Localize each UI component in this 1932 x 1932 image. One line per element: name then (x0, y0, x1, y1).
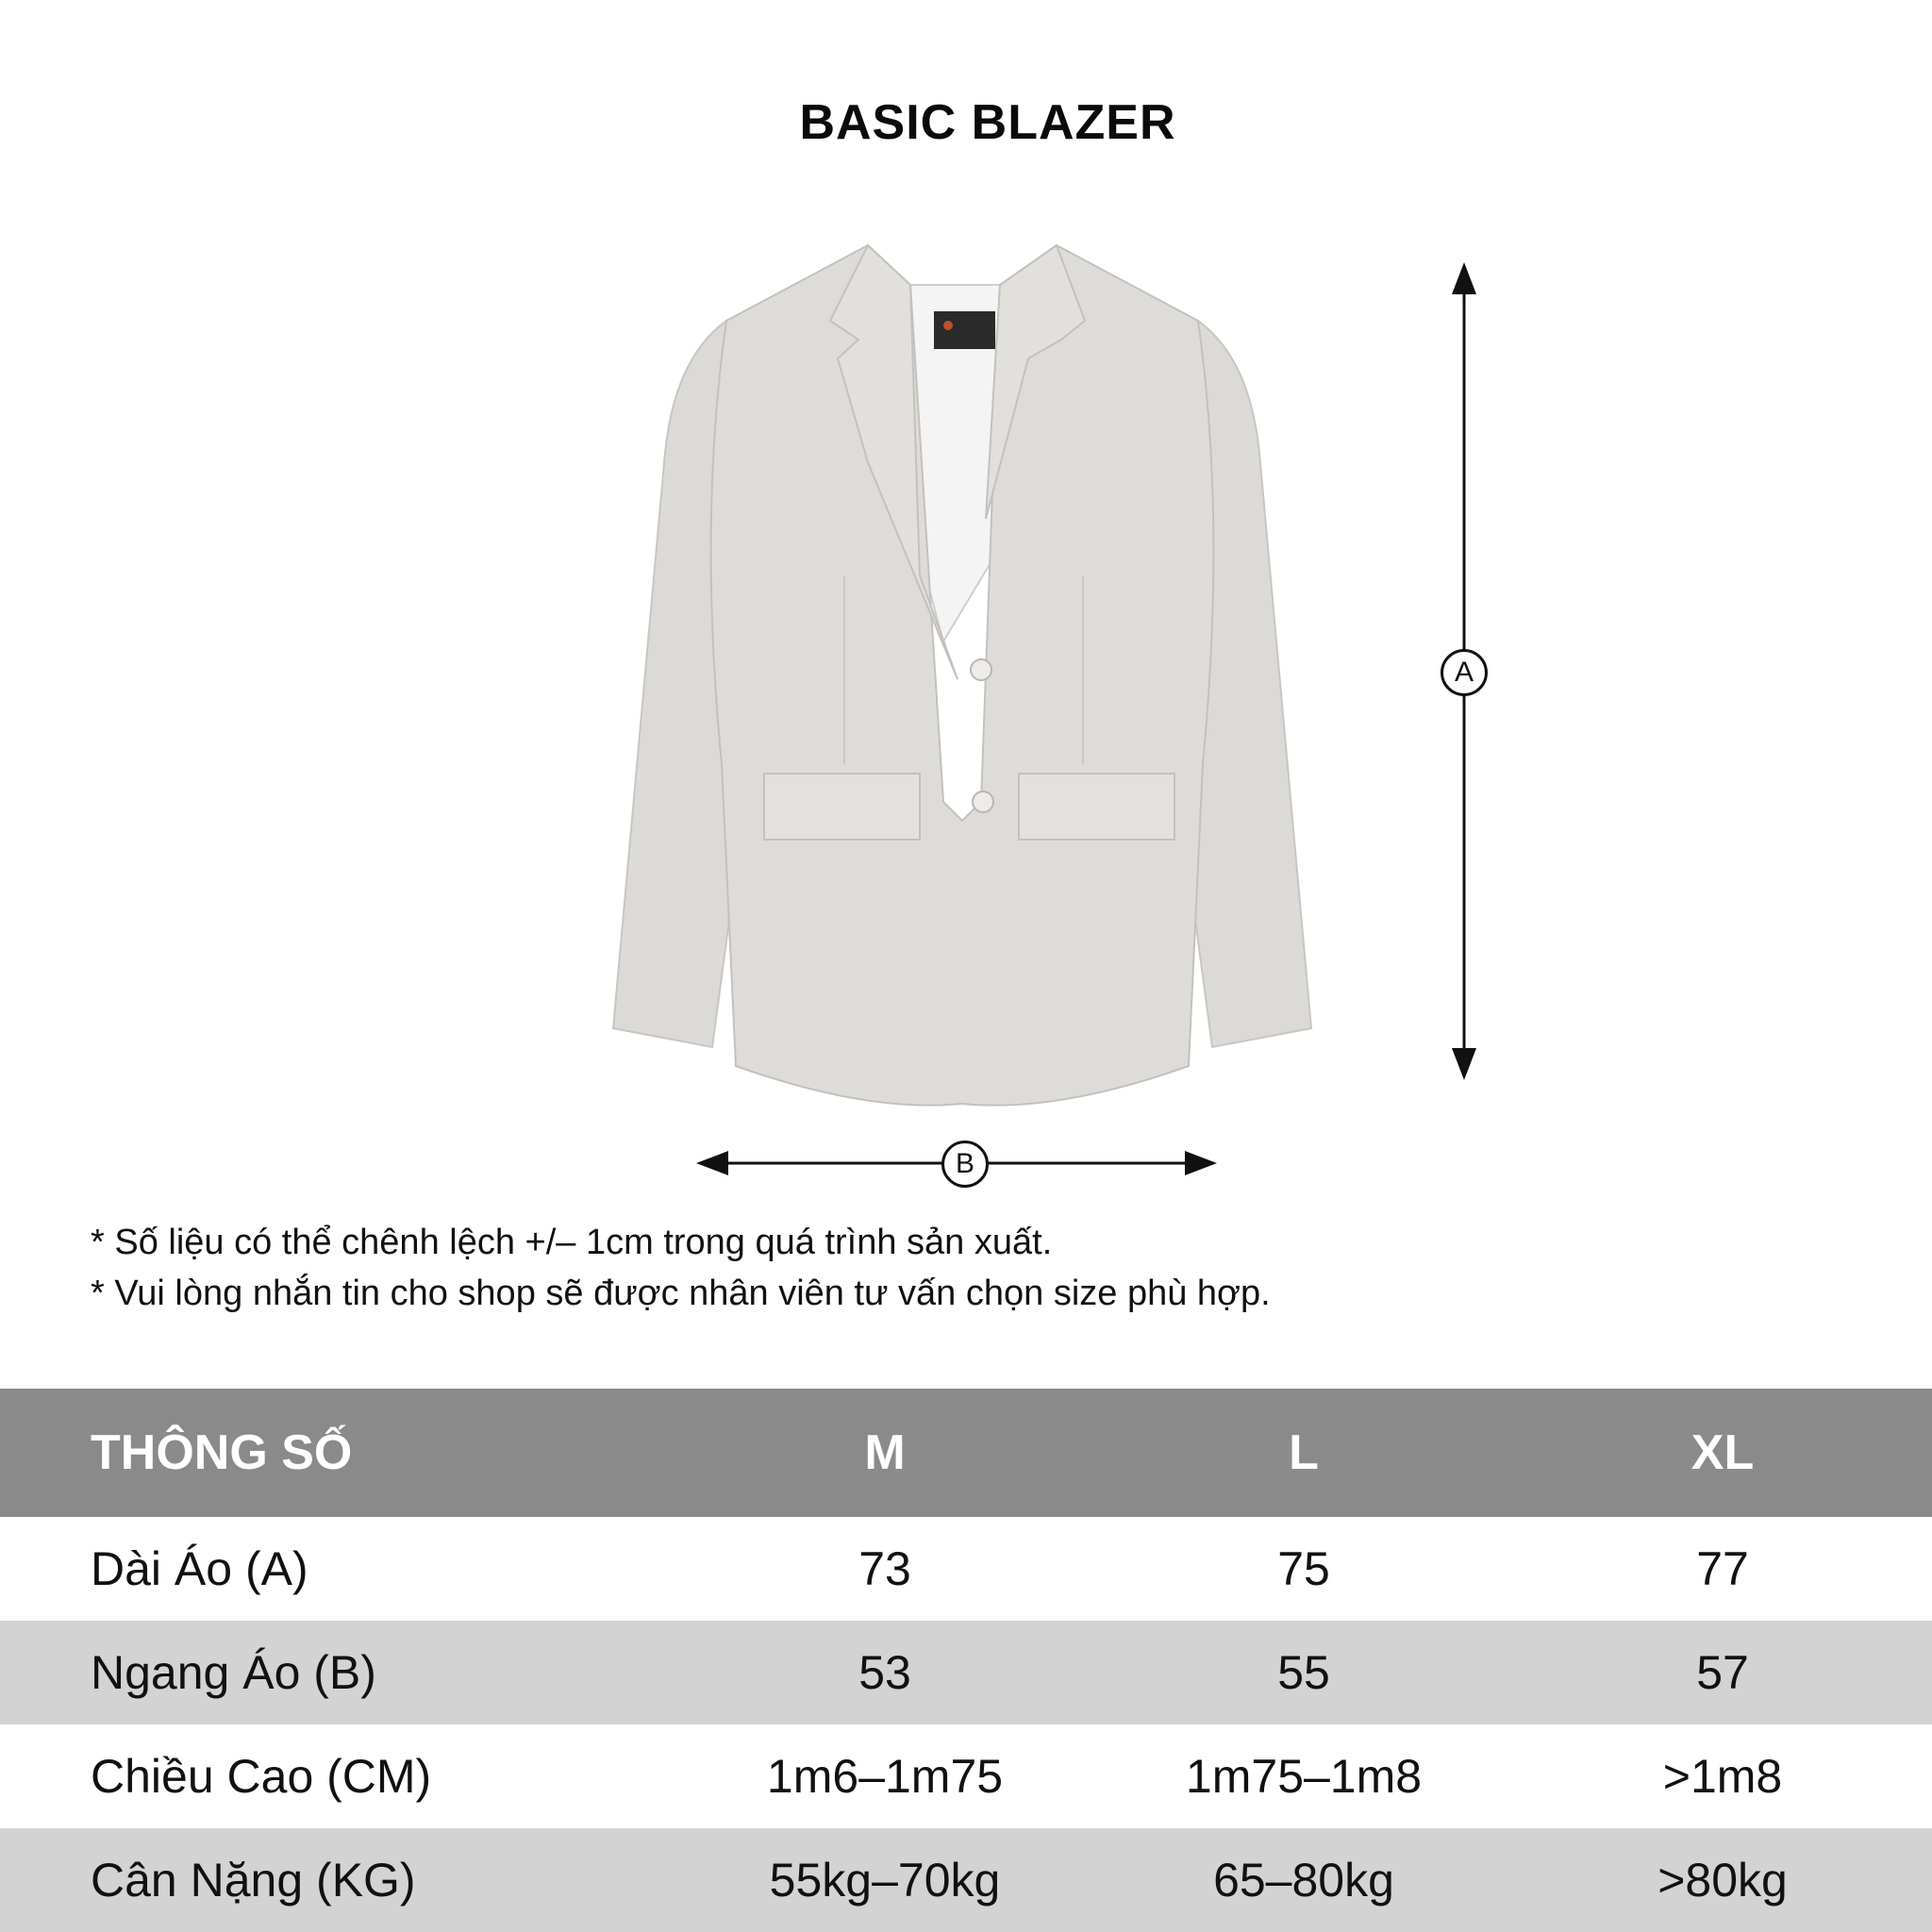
cell-value: 75 (1094, 1517, 1513, 1621)
width-label-b: B (941, 1141, 989, 1188)
header-spec: THÔNG SỐ (0, 1389, 675, 1517)
row-label: Ngang Áo (B) (0, 1621, 675, 1724)
cell-value: 77 (1513, 1517, 1932, 1621)
cell-value: >1m8 (1513, 1724, 1932, 1828)
left-pocket-flap (764, 774, 920, 840)
cell-value: 55kg–70kg (675, 1828, 1094, 1932)
header-size-l: L (1094, 1389, 1513, 1517)
row-label: Dài Áo (A) (0, 1517, 675, 1621)
size-notes (91, 1217, 1271, 1319)
brand-tag (934, 311, 995, 349)
table-row (0, 1828, 1932, 1932)
cell-value: >80kg (1513, 1828, 1932, 1932)
length-arrow-bottom (1452, 1048, 1476, 1080)
button-top (971, 659, 991, 680)
table-row (0, 1621, 1932, 1724)
row-label: Cân Nặng (KG) (0, 1828, 675, 1932)
length-arrow-top (1452, 262, 1476, 294)
table-row (0, 1517, 1932, 1621)
cell-value: 65–80kg (1094, 1828, 1513, 1932)
cell-value: 73 (675, 1517, 1094, 1621)
cell-value: 1m6–1m75 (675, 1724, 1094, 1828)
row-label: Chiều Cao (CM) (0, 1724, 675, 1828)
size-chart-table (0, 1389, 1932, 1932)
table-header-row (0, 1389, 1932, 1517)
width-arrow-left (696, 1151, 728, 1175)
header-size-xl: XL (1513, 1389, 1932, 1517)
width-arrow-right (1185, 1151, 1217, 1175)
cell-value: 55 (1094, 1621, 1513, 1724)
length-label-a: A (1441, 649, 1488, 696)
table-row (0, 1724, 1932, 1828)
note-line: * Vui lòng nhắn tin cho shop sẽ được nhân viên tư vấn chọn size phù hợp. (91, 1274, 1271, 1313)
note-line: * Số liệu có thể chênh lệch +/– 1cm trong quá trình sản xuất. (91, 1223, 1053, 1262)
cell-value: 53 (675, 1621, 1094, 1724)
button-bottom (973, 791, 993, 812)
cell-value: 1m75–1m8 (1094, 1724, 1513, 1828)
header-size-m: M (675, 1389, 1094, 1517)
cell-value: 57 (1513, 1621, 1932, 1724)
right-pocket-flap (1019, 774, 1174, 840)
product-title: BASIC BLAZER (799, 95, 1176, 150)
blazer-illustration (585, 236, 1340, 1132)
